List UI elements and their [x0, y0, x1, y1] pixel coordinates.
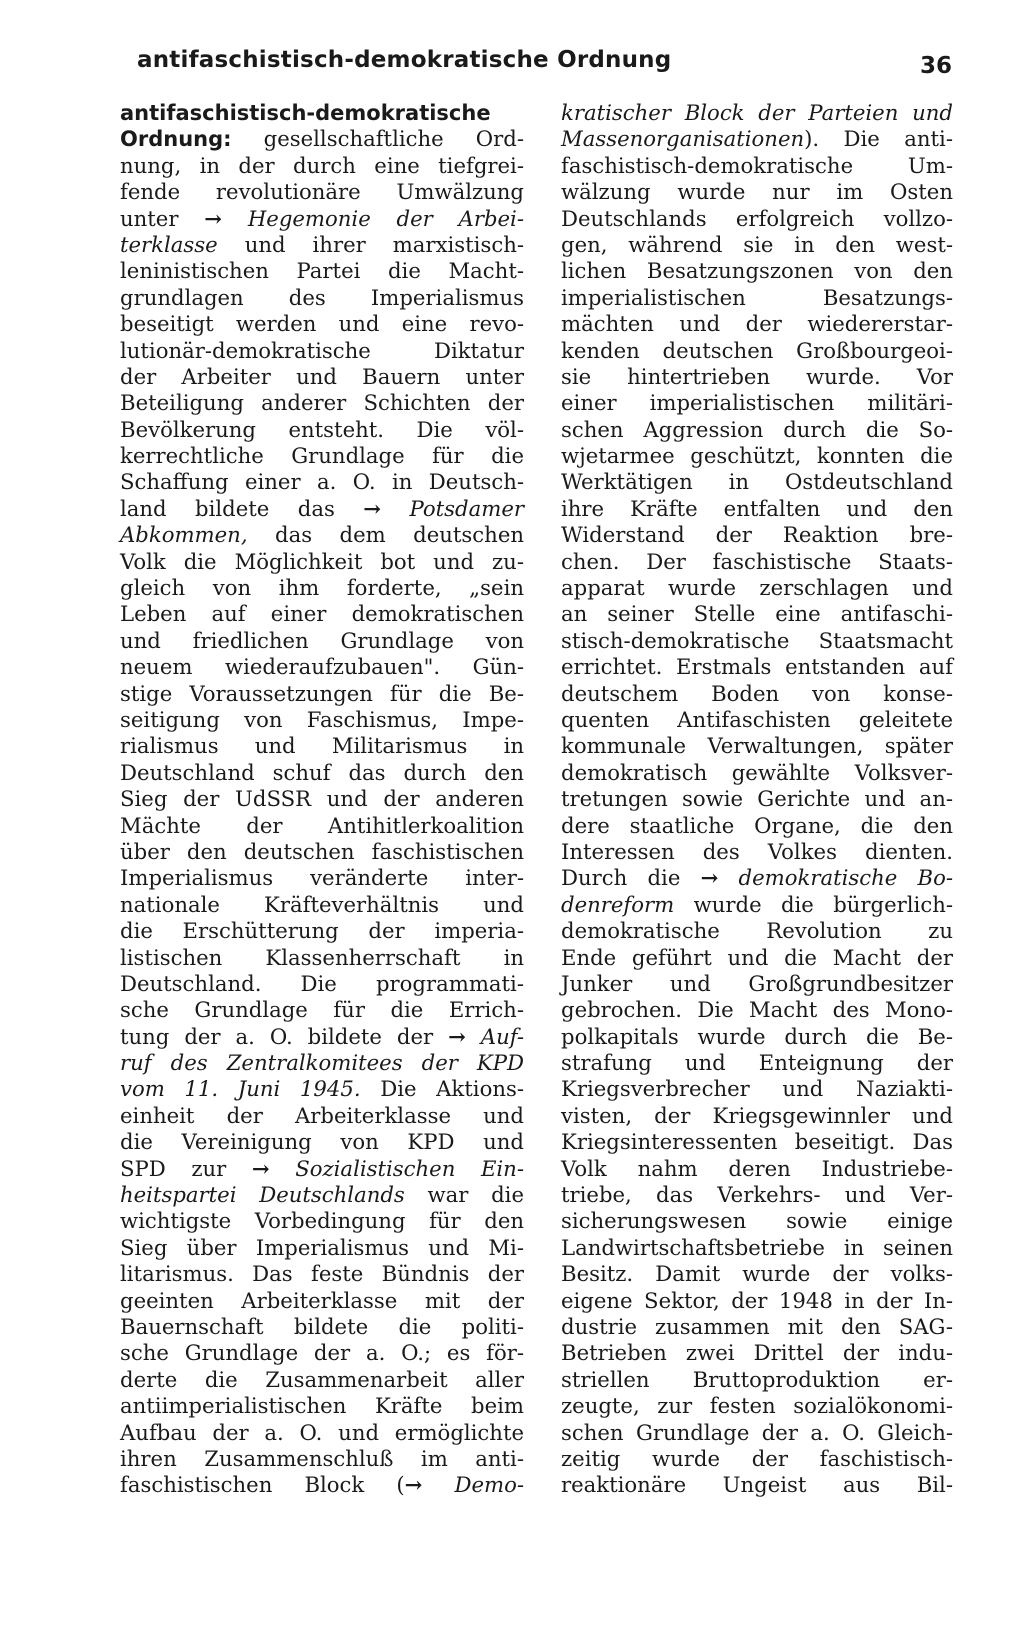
- text-span: die Erschütterung der imperia-: [120, 918, 524, 944]
- left-column: [120, 100, 524, 1499]
- text-line: [120, 1076, 524, 1102]
- text-line: [120, 443, 524, 469]
- text-span: einer imperialistischen militäri-: [561, 390, 953, 416]
- text-line: [561, 760, 953, 786]
- text-line: [120, 285, 524, 311]
- text-line: [120, 628, 524, 654]
- text-line: [561, 153, 953, 179]
- text-line: [120, 100, 524, 126]
- text-span: Leben auf einer demokratischen: [120, 601, 524, 627]
- page-number: 36: [919, 53, 952, 79]
- text-span: polkapitals wurde durch die Be-: [561, 1023, 953, 1049]
- arrow-icon: →: [251, 1155, 270, 1181]
- text-span: lutionär-demokratische Diktatur: [120, 337, 524, 363]
- text-line: [561, 285, 953, 311]
- text-span: neuem wiederaufzubauen". Gün-: [120, 654, 524, 680]
- text-line: [120, 1103, 524, 1129]
- text-line: [120, 311, 524, 337]
- text-line: [561, 1393, 953, 1419]
- text-span: ihren Zusammenschluß im anti-: [120, 1445, 524, 1471]
- text-span: Aufbau der a. O. und ermöglichte: [120, 1419, 524, 1445]
- text-line: [561, 522, 953, 548]
- cross-reference: Abkommen,: [120, 522, 248, 548]
- text-span: Deutschlands erfolgreich vollzo-: [561, 205, 953, 231]
- text-span: Volk nahm deren Industriebe-: [561, 1155, 953, 1181]
- text-span: chen. Der faschistische Staats-: [561, 548, 953, 574]
- text-line: [561, 733, 953, 759]
- text-line: [561, 1472, 953, 1498]
- text-span: Interessen des Volkes dienten.: [561, 838, 953, 864]
- text-line: [561, 681, 953, 707]
- cross-reference: heitspartei Deutschlands: [120, 1182, 405, 1208]
- text-span: wälzung wurde nur im Osten: [561, 179, 953, 205]
- text-span: und friedlichen Grundlage von: [120, 627, 524, 653]
- text-line: [120, 892, 524, 918]
- text-line: [120, 1288, 524, 1314]
- text-span: wjetarmee geschützt, konnten die: [561, 443, 953, 469]
- cross-reference: demokratische Bo-: [718, 865, 954, 891]
- text-span: Sieg der UdSSR und der anderen: [120, 786, 524, 812]
- text-span: listischen Klassenherrschaft in: [120, 944, 524, 970]
- text-line: [561, 1261, 953, 1287]
- text-line: [120, 733, 524, 759]
- text-line: [561, 1420, 953, 1446]
- text-line: [561, 469, 953, 495]
- cross-reference: kratischer Block der Parteien und: [561, 100, 953, 125]
- text-span: der Arbeiter und Bauern unter: [120, 363, 524, 389]
- text-span: Volk die Möglichkeit bot und zu-: [120, 548, 524, 574]
- text-line: [120, 971, 524, 997]
- arrow-icon: →: [204, 205, 223, 231]
- text-line: [561, 839, 953, 865]
- text-span: stisch-demokratische Staatsmacht: [561, 627, 953, 653]
- text-span: quenten Antifaschisten geleitete: [561, 706, 953, 732]
- text-line: [561, 786, 953, 812]
- text-span: strafung und Enteignung der: [561, 1050, 953, 1076]
- text-line: [120, 390, 524, 416]
- text-line: [561, 1235, 953, 1261]
- text-line: [561, 865, 953, 891]
- text-span: fende revolutionäre Umwälzung: [120, 179, 524, 205]
- text-line: [561, 496, 953, 522]
- text-line: [120, 786, 524, 812]
- text-line: [120, 707, 524, 733]
- text-line: [561, 601, 953, 627]
- text-span: lichen Besatzungszonen von den: [561, 258, 953, 284]
- text-span: faschistisch-demokratische Um-: [561, 152, 953, 178]
- text-line: [120, 1472, 524, 1498]
- text-span: unter: [120, 205, 205, 231]
- text-span: war die: [404, 1182, 524, 1208]
- text-span: Besitz. Damit wurde der volks-: [561, 1261, 953, 1287]
- text-span: gen, während sie in den west-: [561, 231, 953, 257]
- text-line: [561, 206, 953, 232]
- right-column: [561, 100, 953, 1499]
- text-span: kerrechtliche Grundlage für die: [120, 443, 524, 469]
- text-line: [561, 549, 953, 575]
- text-line: [120, 839, 524, 865]
- text-span: striellen Bruttoproduktion er-: [561, 1366, 953, 1392]
- text-line: [561, 945, 953, 971]
- text-span: derte die Zusammenarbeit aller: [120, 1366, 524, 1392]
- text-line: [120, 417, 524, 443]
- text-span: tretungen sowie Gerichte und an-: [561, 786, 953, 812]
- text-line: [561, 1314, 953, 1340]
- text-span: Werktätigen in Ostdeutschland: [561, 469, 953, 495]
- text-span: schen Grundlage der a. O. Gleich-: [561, 1419, 953, 1445]
- headword: antifaschistisch-demokratische: [120, 101, 491, 125]
- text-span: und ihrer marxistisch-: [217, 231, 524, 257]
- text-line: [561, 1050, 953, 1076]
- cross-reference: Potsdamer: [381, 495, 524, 521]
- cross-reference: Massenorganisationen: [561, 126, 805, 152]
- text-span: eigene Sektor, der 1948 in der In-: [561, 1287, 953, 1313]
- text-span: SPD zur: [120, 1155, 252, 1181]
- text-line: [120, 469, 524, 495]
- text-span: Mächte der Antihitlerkoalition: [120, 812, 524, 838]
- text-span: wichtigste Vorbedingung für den: [120, 1208, 524, 1234]
- text-span: mächten und der wiedererstar-: [561, 311, 953, 337]
- text-line: [120, 997, 524, 1023]
- text-span: Die Aktions-: [360, 1076, 524, 1102]
- text-line: [120, 1129, 524, 1155]
- text-line: [561, 417, 953, 443]
- text-span: kenden deutschen Großbourgeoi-: [561, 337, 953, 363]
- arrow-icon: →: [363, 495, 382, 521]
- text-span: Ende geführt und die Macht der: [561, 944, 953, 970]
- cross-reference: vom 11. Juni 1945.: [120, 1076, 361, 1102]
- text-span: dere staatliche Organe, die den: [561, 812, 953, 838]
- text-span: geeinten Arbeiterklasse mit der: [120, 1287, 524, 1313]
- text-span: rialismus und Militarismus in: [120, 733, 524, 759]
- text-line: [120, 1235, 524, 1261]
- text-line: [120, 760, 524, 786]
- text-line: [561, 100, 953, 126]
- text-span: kommunale Verwaltungen, später: [561, 733, 953, 759]
- text-span: deutschem Boden von konse-: [561, 680, 953, 706]
- text-line: [120, 945, 524, 971]
- text-span: triebe, das Verkehrs- und Ver-: [561, 1182, 953, 1208]
- text-line: [120, 1367, 524, 1393]
- text-span: das dem deutschen: [247, 522, 524, 548]
- text-span: sie hintertrieben wurde. Vor: [561, 363, 953, 389]
- text-line: [561, 707, 953, 733]
- text-line: [120, 1024, 524, 1050]
- text-span: nung, in der durch eine tiefgrei-: [120, 152, 524, 178]
- running-head: antifaschistisch-demokratische Ordnung: [137, 47, 672, 73]
- headword: Ordnung:: [120, 127, 232, 152]
- cross-reference: denreform: [561, 891, 675, 917]
- text-line: [120, 179, 524, 205]
- text-span: ihre Kräfte entfalten und den: [561, 495, 953, 521]
- text-line: [120, 575, 524, 601]
- text-line: [561, 1076, 953, 1102]
- text-line: [120, 865, 524, 891]
- text-line: [120, 681, 524, 707]
- text-span: demokratische Revolution zu: [561, 918, 953, 944]
- text-span: zeugte, zur festen sozialökonomi-: [561, 1393, 953, 1419]
- cross-reference: ruf des Zentralkomitees der KPD: [120, 1050, 524, 1076]
- text-span: Beteiligung anderer Schichten der: [120, 390, 524, 416]
- text-line: [120, 1446, 524, 1472]
- text-span: sche Grundlage für die Errich-: [120, 997, 524, 1023]
- text-span: leninistischen Partei die Macht-: [120, 258, 524, 284]
- cross-reference: Hegemonie der Arbei-: [222, 205, 524, 231]
- text-line: [120, 1182, 524, 1208]
- text-span: sche Grundlage der a. O.; es för-: [120, 1340, 524, 1366]
- text-span: gesellschaftliche Ord-: [231, 126, 524, 152]
- text-span: die Vereinigung von KPD und: [120, 1129, 524, 1155]
- text-line: [561, 1156, 953, 1182]
- text-line: [561, 918, 953, 944]
- text-line: [561, 892, 953, 918]
- text-span: stige Voraussetzungen für die Be-: [120, 680, 524, 706]
- text-line: [561, 232, 953, 258]
- text-span: beseitigt werden und eine revo-: [120, 311, 524, 337]
- text-line: [120, 126, 524, 152]
- text-span: imperialistischen Besatzungs-: [561, 284, 953, 310]
- text-span: visten, der Kriegsgewinnler und: [561, 1102, 953, 1128]
- text-line: [120, 918, 524, 944]
- text-line: [561, 1288, 953, 1314]
- text-line: [561, 1446, 953, 1472]
- text-span: Deutschland. Die programmati-: [120, 970, 524, 996]
- text-span: grundlagen des Imperialismus: [120, 284, 524, 310]
- text-line: [120, 1050, 524, 1076]
- text-span: sicherungswesen sowie einige: [561, 1208, 953, 1234]
- text-span: wurde die bürgerlich-: [674, 891, 953, 917]
- text-line: [120, 654, 524, 680]
- text-line: [561, 311, 953, 337]
- text-span: Junker und Großgrundbesitzer: [561, 970, 953, 996]
- text-line: [561, 628, 953, 654]
- text-span: einheit der Arbeiterklasse und: [120, 1102, 524, 1128]
- text-span: seitigung von Faschismus, Impe-: [120, 706, 524, 732]
- text-line: [561, 1024, 953, 1050]
- text-line: [561, 1340, 953, 1366]
- text-span: schen Aggression durch die So-: [561, 416, 953, 442]
- text-span: faschistischen Block (: [120, 1472, 405, 1498]
- text-line: [120, 813, 524, 839]
- text-span: Bevölkerung entsteht. Die völ-: [120, 416, 524, 442]
- text-span: zeitig wurde der faschistisch-: [561, 1445, 953, 1471]
- cross-reference: Demo-: [422, 1472, 524, 1498]
- text-line: [120, 1208, 524, 1234]
- cross-reference: Auf-: [465, 1023, 524, 1049]
- text-line: [561, 997, 953, 1023]
- text-line: [561, 1129, 953, 1155]
- text-span: antiimperialistischen Kräfte beim: [120, 1393, 524, 1419]
- text-line: [561, 971, 953, 997]
- cross-reference: terklasse: [120, 231, 218, 257]
- text-line: [561, 338, 953, 364]
- arrow-icon: →: [404, 1472, 423, 1498]
- text-line: [120, 364, 524, 390]
- text-line: [561, 390, 953, 416]
- text-span: gebrochen. Die Macht des Mono-: [561, 997, 953, 1023]
- text-line: [561, 1208, 953, 1234]
- text-line: [561, 1182, 953, 1208]
- text-span: Schaffung einer a. O. in Deutsch-: [120, 469, 524, 495]
- text-line: [561, 258, 953, 284]
- text-line: [561, 575, 953, 601]
- text-line: [120, 549, 524, 575]
- text-span: ). Die anti-: [804, 126, 953, 152]
- text-span: litarismus. Das feste Bündnis der: [120, 1261, 524, 1287]
- text-span: errichtet. Erstmals entstanden auf: [561, 654, 953, 680]
- text-span: apparat wurde zerschlagen und: [561, 575, 953, 601]
- text-span: demokratisch gewählte Volksver-: [561, 759, 953, 785]
- arrow-icon: →: [700, 865, 719, 891]
- text-line: [120, 232, 524, 258]
- text-line: [561, 443, 953, 469]
- text-span: Landwirtschaftsbetriebe in seinen: [561, 1234, 953, 1260]
- text-span: an seiner Stelle eine antifaschi-: [561, 601, 953, 627]
- text-span: reaktionäre Ungeist aus Bil-: [561, 1472, 953, 1498]
- text-line: [120, 206, 524, 232]
- text-line: [120, 1261, 524, 1287]
- text-line: [120, 1420, 524, 1446]
- text-span: Betrieben zwei Drittel der indu-: [561, 1340, 953, 1366]
- text-span: Kriegsinteressenten beseitigt. Das: [561, 1129, 953, 1155]
- text-line: [120, 522, 524, 548]
- text-span: Durch die: [561, 865, 701, 891]
- text-line: [561, 654, 953, 680]
- text-line: [561, 126, 953, 152]
- text-line: [120, 1314, 524, 1340]
- text-line: [120, 1393, 524, 1419]
- text-line: [120, 153, 524, 179]
- text-span: land bildete das: [120, 495, 364, 521]
- text-span: Sieg über Imperialismus und Mi-: [120, 1234, 524, 1260]
- text-span: Bauernschaft bildete die politi-: [120, 1313, 524, 1339]
- text-span: über den deutschen faschistischen: [120, 838, 524, 864]
- text-line: [120, 1156, 524, 1182]
- text-line: [120, 601, 524, 627]
- arrow-icon: →: [448, 1023, 466, 1049]
- text-line: [120, 258, 524, 284]
- text-span: Widerstand der Reaktion bre-: [561, 522, 953, 548]
- text-line: [561, 179, 953, 205]
- text-span: dustrie zusammen mit den SAG-: [561, 1313, 953, 1339]
- cross-reference: Sozialistischen Ein-: [269, 1155, 524, 1181]
- text-line: [561, 1367, 953, 1393]
- text-line: [561, 364, 953, 390]
- text-line: [561, 813, 953, 839]
- text-line: [120, 496, 524, 522]
- text-span: gleich von ihm forderte, „sein: [120, 575, 524, 601]
- text-line: [120, 1340, 524, 1366]
- text-span: Kriegsverbrecher und Naziakti-: [561, 1076, 953, 1102]
- text-span: tung der a. O. bildete der: [120, 1023, 449, 1049]
- text-line: [561, 1103, 953, 1129]
- text-span: Deutschland schuf das durch den: [120, 759, 524, 785]
- text-span: Imperialismus veränderte inter-: [120, 865, 524, 891]
- text-span: nationale Kräfteverhältnis und: [120, 891, 524, 917]
- text-line: [120, 338, 524, 364]
